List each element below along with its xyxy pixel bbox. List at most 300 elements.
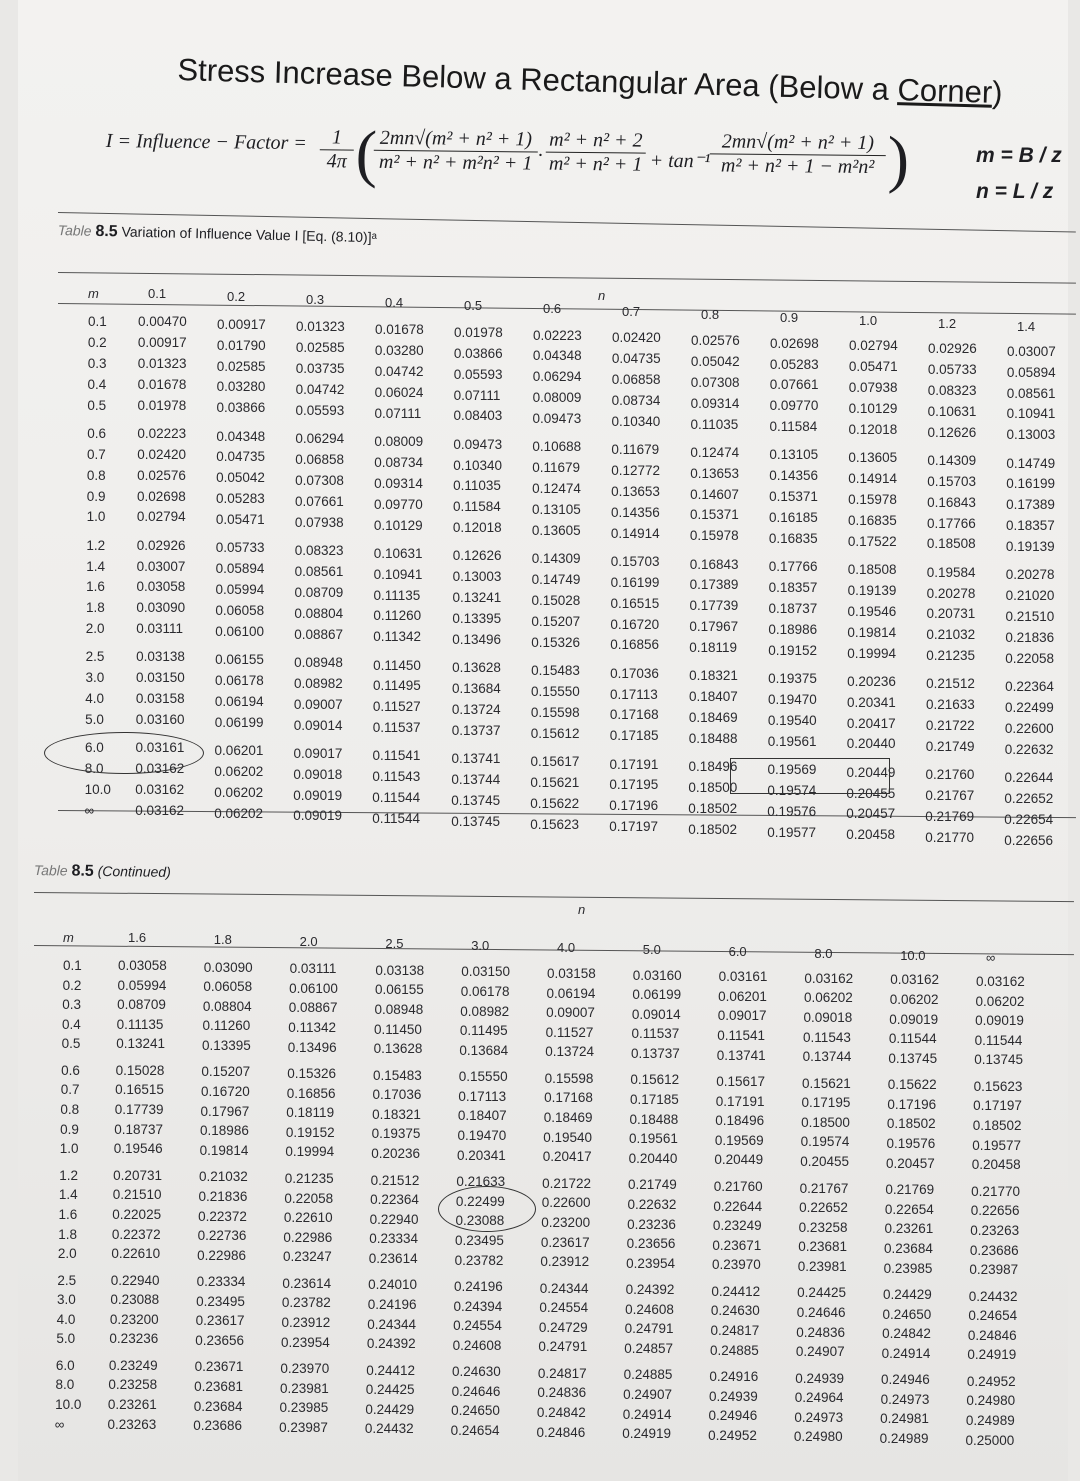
table2-cell: 0.15326 [287, 1066, 336, 1082]
table1-cell: 0.08982 [293, 675, 343, 691]
table2-cell: 0.09018 [803, 1010, 853, 1025]
table1-cell: 0.11584 [769, 419, 818, 435]
table1-caption: Table 8.5 Variation of Influence Value I [Eq. (8.10)]ᵃ [57, 222, 377, 246]
table2-cell: 0.24989 [965, 1413, 1015, 1429]
table2-cell: 0.23495 [196, 1293, 245, 1309]
table2-cell: 0.06202 [975, 993, 1025, 1009]
table1-cell: 0.05471 [215, 512, 265, 528]
table2-cell: 0.17967 [200, 1103, 250, 1119]
table1-cell: 0.16843 [689, 556, 739, 572]
table1-cell: 0.18469 [688, 710, 738, 726]
table1-cell: 0.15371 [769, 489, 818, 505]
table2-cell: 0.11260 [202, 1018, 251, 1034]
table2-cell: 0.18407 [457, 1108, 507, 1124]
table2-cell: 0.16856 [286, 1085, 336, 1101]
table1-cell: 0.09314 [374, 475, 423, 491]
table2-cell: 0.23249 [108, 1357, 158, 1373]
table2-cell: 0.22610 [111, 1246, 161, 1262]
table1-cell: 0.15028 [531, 592, 581, 608]
table2-cell: 0.03161 [718, 969, 768, 985]
table1-cell: 0.13003 [452, 569, 502, 585]
table2-cell: 0.23258 [108, 1377, 158, 1393]
table2-cell: 0.03111 [289, 961, 337, 977]
table2-cell: 0.15550 [458, 1069, 508, 1085]
table1-cell: 0.02420 [137, 446, 187, 462]
table1-cell: 0.14607 [690, 486, 739, 502]
table1-cell: 0.05733 [927, 361, 977, 377]
table1-cell: 0.02926 [136, 537, 186, 553]
table1-cell: 0.14309 [927, 452, 977, 468]
table2-cell: 0.23970 [280, 1361, 330, 1377]
title-underlined-word: Corner [897, 72, 993, 110]
table1-cell: 0.22644 [1004, 770, 1054, 786]
table2-cell: 0.23247 [282, 1249, 332, 1265]
table1-rule-sub [58, 303, 1076, 315]
table2-cell: 0.19561 [629, 1131, 678, 1147]
table1-cell: 0.06202 [214, 763, 264, 779]
table1-row-m-value: 10.0 [84, 782, 111, 798]
table2-cell: 0.23236 [627, 1216, 676, 1232]
table2-cell: 0.23987 [969, 1262, 1019, 1278]
table2-cell: 0.08982 [460, 1003, 510, 1019]
table1-cell: 0.11543 [372, 769, 421, 785]
table2-cell: 0.19375 [371, 1126, 421, 1142]
table1-col-header: 0.3 [306, 292, 325, 307]
table2-cell: 0.21769 [885, 1182, 935, 1198]
table2-cell: 0.08867 [288, 1000, 338, 1016]
table2-cell: 0.23987 [279, 1419, 328, 1435]
table1-cell: 0.10340 [611, 413, 661, 429]
table2-cell: 0.03138 [375, 962, 425, 978]
table1-cell: 0.03866 [216, 400, 266, 416]
table2-col-header: 6.0 [728, 944, 747, 959]
table1-cell: 0.13684 [451, 681, 501, 697]
table2-cell: 0.11537 [631, 1026, 680, 1042]
table2-cell: 0.23782 [454, 1252, 504, 1268]
table2-cell: 0.09019 [975, 1013, 1024, 1029]
table2-cell: 0.23614 [368, 1250, 418, 1266]
table1-cell: 0.18737 [768, 601, 818, 617]
table2-col-header: 10.0 [900, 948, 926, 963]
table1-cell: 0.08734 [374, 454, 424, 470]
table2-cell: 0.11544 [888, 1031, 937, 1047]
table1-cell: 0.06058 [215, 603, 265, 619]
table2-cell: 0.15483 [372, 1067, 422, 1083]
table1-cell: 0.10941 [373, 566, 423, 582]
table1-cell: 0.22652 [1004, 790, 1054, 806]
table1-cell: 0.12772 [611, 462, 661, 478]
table1-cell: 0.10129 [848, 401, 898, 416]
table1-cell: 0.15703 [610, 553, 660, 569]
table1-cell: 0.10129 [373, 517, 423, 533]
table2-cell: 0.23684 [884, 1240, 933, 1256]
table2-cell: 0.03160 [632, 967, 682, 983]
table1-cell: 0.13628 [452, 660, 501, 676]
table1-cell: 0.08009 [374, 433, 424, 449]
table1-cell: 0.22600 [1004, 720, 1054, 736]
table2-m-label: m [63, 930, 74, 945]
table1-row-m-value: 1.4 [86, 558, 106, 574]
formula-open-paren: ( [355, 117, 378, 189]
table2-cell: 0.24429 [882, 1286, 932, 1302]
table1-cell: 0.18508 [926, 536, 976, 552]
table1-cell: 0.03162 [135, 761, 185, 777]
table1-cell: 0.00917 [217, 316, 266, 332]
table1-cell: 0.19470 [767, 691, 817, 707]
table2-cell: 0.24432 [968, 1288, 1018, 1304]
table2-cell: 0.24791 [538, 1339, 588, 1355]
table2-cell: 0.24836 [537, 1385, 587, 1401]
table2-cell: 0.23981 [797, 1258, 847, 1274]
table1-cell: 0.15207 [531, 613, 581, 629]
table1-cell: 0.13724 [451, 702, 501, 718]
table1-cell: 0.14356 [610, 504, 660, 520]
table1-col-header: 0.1 [148, 286, 167, 301]
table1-cell: 0.03162 [135, 782, 185, 798]
table1-cell: 0.17195 [609, 777, 659, 793]
table1-cell: 0.20458 [846, 827, 895, 843]
table2-cell: 0.18737 [114, 1121, 164, 1137]
table2-cell: 0.24914 [622, 1406, 672, 1422]
table1-cell: 0.06178 [214, 673, 264, 689]
table1-cell: 0.15703 [927, 473, 977, 489]
table2-cell: 0.03162 [890, 972, 939, 988]
table2-cell: 0.23970 [711, 1257, 761, 1273]
table1-cell: 0.13745 [451, 813, 500, 829]
table1-cell: 0.15622 [530, 795, 580, 811]
table1-cell: 0.06100 [215, 623, 265, 639]
table2-cell: 0.24989 [879, 1431, 929, 1447]
table2-cell: 0.06058 [203, 979, 253, 995]
table1-row-m-value: 1.2 [86, 537, 106, 553]
table2-cell: 0.24817 [710, 1322, 760, 1338]
table1-cell: 0.18488 [688, 731, 738, 747]
table1-cell: 0.07308 [690, 374, 740, 390]
table1-cell: 0.07938 [294, 514, 344, 530]
table2-cell: 0.23684 [193, 1398, 243, 1414]
table1-cell: 0.07661 [769, 377, 819, 393]
table1-cell: 0.03150 [135, 670, 185, 686]
table2-cell: 0.13745 [888, 1050, 938, 1066]
table2-cell: 0.19540 [543, 1129, 593, 1145]
table2-cell: 0.21235 [284, 1170, 334, 1186]
table1-cell: 0.04348 [216, 428, 266, 444]
table1-row-m-value: 8.0 [84, 761, 104, 777]
table1-cell: 0.05894 [215, 561, 265, 577]
table2-cell: 0.18469 [543, 1110, 593, 1126]
table1-cell: 0.08323 [294, 543, 344, 559]
table2-cell: 0.08709 [117, 997, 166, 1013]
table2-cell: 0.09017 [717, 1008, 767, 1024]
table1-cell: 0.21836 [1005, 630, 1055, 646]
table2-cell: 0.15623 [973, 1078, 1023, 1094]
table1-cell: 0.21235 [926, 648, 976, 664]
table1-cell: 0.00917 [137, 334, 187, 350]
table2-row-m-value: 1.0 [59, 1141, 79, 1157]
table1-cell: 0.10631 [927, 403, 977, 419]
table2-cell: 0.11342 [288, 1020, 337, 1035]
table1-cell: 0.11342 [373, 629, 422, 645]
table2-cell: 0.11135 [116, 1016, 164, 1032]
table2-row-m-value: 5.0 [56, 1331, 76, 1347]
table1-cell: 0.02794 [849, 338, 898, 354]
table1-cell: 0.21032 [926, 627, 976, 643]
table1-cell: 0.11584 [452, 499, 501, 515]
table1-cell: 0.17967 [689, 619, 739, 635]
table1-col-header: 0.8 [701, 307, 720, 322]
table1-cell: 0.22656 [1004, 832, 1053, 848]
table1-cell: 0.14914 [610, 525, 660, 541]
table1-cell: 0.06194 [214, 693, 264, 709]
table2-cell: 0.24952 [708, 1427, 757, 1443]
table2-cell: 0.24608 [625, 1301, 674, 1317]
table2-row-m-value: 4.0 [56, 1311, 76, 1327]
table2-cell: 0.24608 [452, 1337, 502, 1353]
annotation-circle-t1-m [44, 732, 204, 777]
table1-row-m-value: 1.0 [86, 509, 106, 525]
n-definition: n = L / z [976, 180, 1054, 203]
table1-cell: 0.17389 [689, 577, 739, 593]
table1-cell: 0.06294 [532, 369, 582, 385]
table2-cell: 0.19569 [714, 1132, 764, 1148]
table1-cell: 0.20341 [846, 694, 896, 710]
table2-cell: 0.17196 [887, 1096, 937, 1112]
table1-cell: 0.09017 [293, 745, 343, 761]
table2-cell: 0.23686 [193, 1418, 243, 1434]
table1-cell: 0.21510 [1005, 609, 1055, 625]
table2-cell: 0.23495 [455, 1232, 504, 1248]
table2-cell: 0.13741 [716, 1047, 766, 1063]
table1-cell: 0.19569 [767, 761, 817, 777]
table2-cell: 0.24429 [365, 1401, 415, 1417]
table2-cell: 0.24946 [881, 1372, 930, 1388]
table2-cell: 0.22364 [370, 1192, 419, 1208]
table1-cell: 0.08734 [611, 392, 661, 408]
m-definition: m = B / z [976, 144, 1062, 167]
table1-cell: 0.08561 [1006, 385, 1056, 401]
table1-cell: 0.10688 [532, 439, 582, 455]
table1-cell: 0.19546 [847, 603, 897, 619]
table1-cell: 0.09007 [293, 696, 343, 712]
table2-cell: 0.24432 [364, 1421, 414, 1437]
table1-cell: 0.11541 [372, 748, 421, 764]
table1-cell: 0.05593 [295, 403, 345, 418]
table1-cell: 0.13105 [531, 502, 581, 517]
table1-cell: 0.06201 [214, 743, 264, 759]
table1-cell: 0.19152 [768, 642, 818, 658]
table2-cell: 0.20440 [628, 1150, 678, 1166]
table2-cell: 0.23200 [541, 1214, 591, 1230]
table1-cell: 0.05894 [1006, 364, 1056, 380]
table1-cell: 0.17739 [689, 598, 739, 614]
table1-cell: 0.21633 [925, 697, 975, 713]
table1-cell: 0.03090 [136, 600, 186, 616]
table2-cell: 0.24196 [367, 1296, 417, 1312]
table2-cell: 0.11543 [803, 1029, 851, 1045]
table1-cell: 0.19139 [1005, 539, 1055, 555]
table1-cell: 0.22654 [1004, 811, 1054, 827]
table2-cell: 0.24817 [537, 1365, 587, 1381]
table1-cell: 0.18321 [689, 668, 738, 684]
table1-cell: 0.10941 [1006, 406, 1056, 422]
table2-cell: 0.13745 [974, 1052, 1023, 1068]
table1-cell: 0.20455 [846, 785, 896, 801]
table1-cell: 0.09770 [373, 496, 423, 512]
table2-cell: 0.23263 [107, 1416, 157, 1432]
table1-cell: 0.02585 [295, 340, 345, 356]
mn-definitions [976, 138, 1062, 210]
table1-cell: 0.18357 [768, 580, 818, 596]
table2-cell: 0.24939 [795, 1370, 845, 1386]
table1-row-m-value: 6.0 [84, 740, 104, 756]
table1-cell: 0.17389 [1006, 497, 1055, 513]
table1-cell: 0.15550 [530, 683, 580, 699]
table2-cell: 0.06100 [289, 980, 338, 996]
table1-cell: 0.01323 [296, 319, 345, 335]
table2-cell: 0.19470 [457, 1128, 507, 1144]
table2-cell: 0.13395 [202, 1038, 251, 1053]
table1-cell: 0.08323 [927, 382, 977, 398]
table2-cell: 0.22025 [112, 1206, 162, 1222]
table1-cell: 0.11450 [373, 657, 421, 673]
table1-cell: 0.20236 [847, 673, 896, 689]
table2-cell: 0.21510 [112, 1187, 162, 1203]
table2-cell: 0.22372 [198, 1208, 247, 1224]
table2-cell: 0.22986 [283, 1229, 333, 1245]
table1-cell: 0.19814 [847, 624, 897, 640]
table1-cell: 0.15326 [531, 634, 581, 650]
table2-cell: 0.23782 [281, 1295, 331, 1311]
table1-cell: 0.09019 [293, 808, 342, 824]
table2-cell: 0.17195 [801, 1095, 851, 1111]
annotation-box-t1 [730, 758, 890, 794]
table2-cell: 0.15598 [544, 1070, 594, 1086]
table2-cell: 0.24952 [966, 1373, 1016, 1389]
table2-cell: 0.23912 [281, 1314, 331, 1330]
table2-cell: 0.03058 [118, 958, 167, 973]
table2-cell: 0.24916 [709, 1369, 759, 1385]
table2-cell: 0.22654 [884, 1201, 934, 1217]
table1-cell: 0.13745 [451, 792, 501, 808]
table1-cell: 0.19994 [847, 645, 897, 661]
table1-cell: 0.20449 [846, 764, 896, 780]
table1-cell: 0.02926 [928, 341, 977, 356]
table2-cell: 0.06199 [632, 987, 682, 1003]
table1-cell: 0.02223 [137, 425, 187, 441]
table2-cell: 0.24412 [711, 1283, 761, 1299]
table1-cell: 0.02698 [136, 488, 186, 504]
table1-cell: 0.20417 [846, 715, 896, 731]
table2-cell: 0.21767 [799, 1180, 849, 1196]
table2-cell: 0.20455 [800, 1154, 849, 1170]
table1-col-header: 0.2 [227, 289, 246, 304]
table2-col-header: 2.0 [299, 934, 318, 949]
table1-cell: 0.18508 [847, 561, 897, 577]
table2-cell: 0.23671 [194, 1359, 244, 1375]
table2-cell: 0.06155 [374, 982, 424, 998]
table2-row-m-value: 10.0 [55, 1397, 82, 1413]
table2-cell: 0.13241 [116, 1036, 165, 1052]
table1-cell: 0.02576 [137, 467, 186, 483]
table1-cell: 0.20440 [846, 736, 896, 752]
table2-cell: 0.24907 [623, 1387, 672, 1403]
table1-cell: 0.12626 [452, 548, 502, 564]
table1-cell: 0.06155 [215, 652, 264, 668]
table1-cell: 0.09018 [293, 766, 343, 782]
table2-row-m-value: 0.4 [61, 1016, 81, 1032]
table1-col-header: 0.7 [622, 304, 641, 319]
table1-cell: 0.11537 [372, 720, 421, 736]
table1-col-header: 0.4 [385, 295, 404, 310]
table1-cell: 0.19576 [767, 803, 817, 819]
table1-cell: 0.08403 [453, 408, 503, 424]
table1-cell: 0.15621 [530, 774, 580, 790]
table2-row-m-value: 0.7 [60, 1082, 80, 1098]
table2-cell: 0.17185 [629, 1092, 679, 1108]
table1-cell: 0.21770 [925, 830, 974, 846]
table1-cell: 0.16185 [768, 510, 818, 526]
table1-cell: 0.13653 [690, 465, 740, 481]
table2-cell: 0.13744 [802, 1049, 852, 1065]
table2-cell: 0.24412 [366, 1362, 416, 1378]
table1-cell: 0.01978 [454, 324, 503, 340]
table1-cell: 0.21767 [925, 788, 975, 804]
table2-cell: 0.22652 [799, 1200, 848, 1216]
table1-cell: 0.13496 [452, 632, 502, 648]
table1-cell: 0.08948 [294, 654, 343, 670]
table1-cell: 0.01678 [375, 322, 424, 338]
table2-cell: 0.20449 [714, 1152, 764, 1168]
table1-cell: 0.18496 [688, 759, 738, 775]
table2-cell: 0.24842 [536, 1405, 586, 1421]
table2-cell: 0.08804 [202, 998, 252, 1014]
formula-term1: $\frac{\text{2mn√(m² + n² + 1)}}{\text{m² + n² + m²n² + 1}}$ [374, 127, 538, 176]
table1-row-m-value: 1.8 [85, 600, 105, 616]
table1-cell: 0.13241 [452, 590, 502, 606]
table2-cell: 0.19152 [285, 1124, 335, 1140]
table1-cell: 0.11260 [373, 608, 422, 624]
table2-cell: 0.24907 [795, 1344, 845, 1360]
table1-cell: 0.21769 [925, 809, 975, 825]
table1-cell: 0.13605 [848, 450, 898, 466]
table2-cell: 0.17036 [372, 1087, 422, 1103]
table2-cell: 0.21633 [456, 1174, 506, 1190]
table1-cell: 0.08867 [294, 626, 344, 642]
table2-cell: 0.18488 [629, 1111, 679, 1127]
table2-cell: 0.23088 [455, 1213, 505, 1229]
table2-cell: 0.18321 [372, 1106, 421, 1122]
table1-cell: 0.18986 [768, 621, 818, 637]
table2-cell: 0.24919 [622, 1426, 672, 1442]
table1-cell: 0.13003 [1006, 427, 1056, 443]
table2-cell: 0.13628 [373, 1041, 423, 1057]
table2-cell: 0.24196 [453, 1278, 503, 1294]
table2-cell: 0.13724 [545, 1044, 594, 1060]
table1-cell: 0.12474 [690, 444, 740, 460]
table1-cell: 0.09473 [532, 411, 582, 427]
formula-term2: $\frac{\text{m² + n² + 2}}{\text{m² + n² + 1}}$ [546, 129, 646, 177]
table1-m-label: m [88, 286, 99, 301]
table2-cell: 0.23681 [194, 1379, 243, 1395]
table1-row-m-value: 0.2 [87, 334, 107, 350]
table1-cell: 0.17197 [609, 819, 658, 835]
table2-cell: 0.18496 [715, 1113, 765, 1129]
table1-cell: 0.08804 [294, 605, 344, 621]
table1-cell: 0.04735 [216, 449, 266, 465]
table1-cell: 0.19540 [767, 712, 817, 728]
table1-cell: 0.20457 [846, 806, 896, 822]
table1-row-m-value: 1.6 [86, 579, 105, 595]
